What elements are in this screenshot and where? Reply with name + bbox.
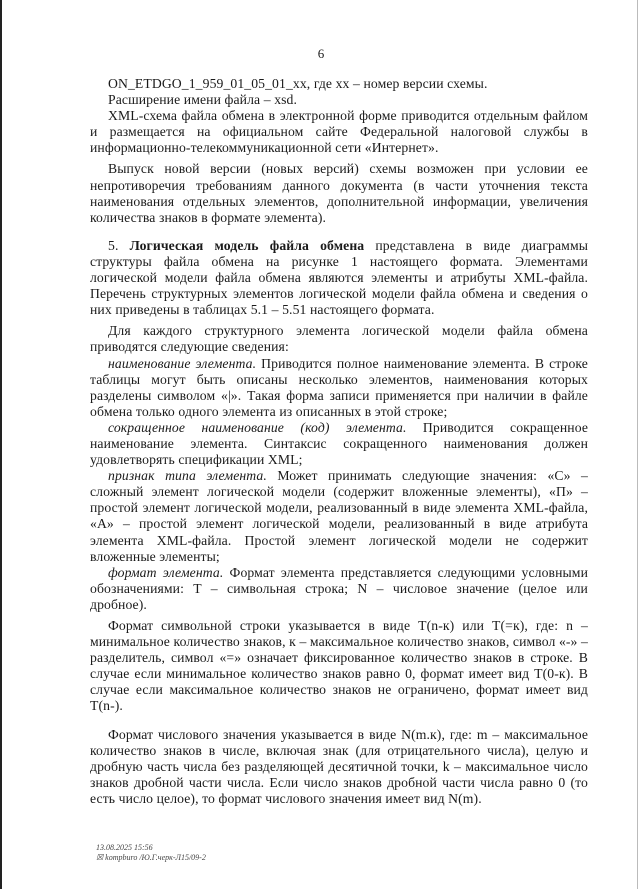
element-type-term: признак типа элемента. xyxy=(108,468,267,484)
logical-model-heading: Логическая модель файла обмена xyxy=(129,237,365,253)
element-format-paragraph xyxy=(90,565,588,613)
new-version-paragraph: Выпуск новой версии (новых версий) схемы возможен при условии ее непротиворечия требованиям данного документа (в части уточнения текста наименования отдельных элементов, дополнительной информации, увеличения количества знаков в формате элемента). xyxy=(90,161,588,225)
element-type-paragraph xyxy=(90,468,588,565)
element-name-term: наименование элемента. xyxy=(108,355,257,371)
print-stamp xyxy=(96,843,206,863)
section-number: 5. xyxy=(108,237,130,253)
document-body xyxy=(90,76,588,807)
print-timestamp: 13.08.2025 15:56 xyxy=(96,843,153,852)
short-name-text: Приводится сокращенное наименование элемента. Синтаксис сокращенного наименования должен удовлетворять спецификации XML; xyxy=(90,419,588,468)
print-user: ☒ kompburo /Ю.Г.черк-Л15/09-2 xyxy=(96,853,206,862)
schema-name-line: ON_ETDGO_1_959_01_05_01_xx, где xx – номер версии схемы. xyxy=(108,76,488,91)
element-name-text: Приводится полное наименование элемента. В строке таблицы могут быть описаны несколько элементов, наименования которых разделены символом «|». Такая форма записи применяется при наличии в файле обмена только одного элемента из описанных в этой строке; xyxy=(90,355,588,419)
logical-model-paragraph xyxy=(90,238,588,318)
string-format-paragraph: Формат символьной строки указывается в виде T(n-к) или T(=к), где: n – минимальное количество знаков, к – максимальное количество знаков, символ «-» – разделитель, символ «=» означает фиксированное количество знаков в строке. В случае если минимальное количество знаков равно 0, формат имеет вид T(0-к). В случае если максимальное количество знаков не ограничено, формат имеет вид T(n-). xyxy=(90,618,588,714)
file-extension-line: Расширение имени файла – xsd. xyxy=(108,92,298,108)
xml-schema-paragraph: XML-схема файла обмена в электронной форме приводится отдельным файлом и размещается на официальном сайте Федеральной налоговой службы в информационно-телекоммуникационной сети «Интернет». xyxy=(90,108,588,156)
page-number: 6 xyxy=(317,46,325,61)
element-name-paragraph xyxy=(90,356,588,420)
short-name-paragraph xyxy=(90,420,588,468)
element-format-text: Формат элемента представляется следующими условными обозначениями: T – символьная строка; N – числовое значение (целое или дробное). xyxy=(90,564,588,612)
short-name-term: сокращенное наименование (код) элемента. xyxy=(108,419,407,435)
element-format-term: формат элемента. xyxy=(108,564,224,580)
numeric-format-paragraph: Формат числового значения указывается в виде N(m.к), где: m – максимальное количество знаков в числе, включая знак (для отрицательного числа), целую и дробную часть числа без разделяющей десятичной точки, k – максимальное число знаков дробной части числа. Если число знаков дробной части числа равно 0 (то есть число целое), то формат числового значения имеет вид N(m). xyxy=(90,726,588,806)
logical-model-text: представлена в виде диаграммы структуры файла обмена на рисунке 1 настоящего формата. Элементами логической модели файла обмена являются элементы и атрибуты XML-файла. Перечень структурных элементов логической модели файла обмена и сведения о них приведены в таблицах 5.1 – 5.51 настоящего формата. xyxy=(90,237,588,318)
element-info-intro: Для каждого структурного элемента логической модели файла обмена приводятся следующие сведения: xyxy=(90,323,588,355)
element-type-text: Может принимать следующие значения: «С» – сложный элемент логической модели (содержит вложенные элементы), «П» – простой элемент логической модели, реализованный в виде элемента XML-файла, «А» – простой элемент логической модели, реализованный в виде атрибута элемента XML-файла. Простой элемент логической модели не содержит вложенные элементы; xyxy=(90,468,588,564)
